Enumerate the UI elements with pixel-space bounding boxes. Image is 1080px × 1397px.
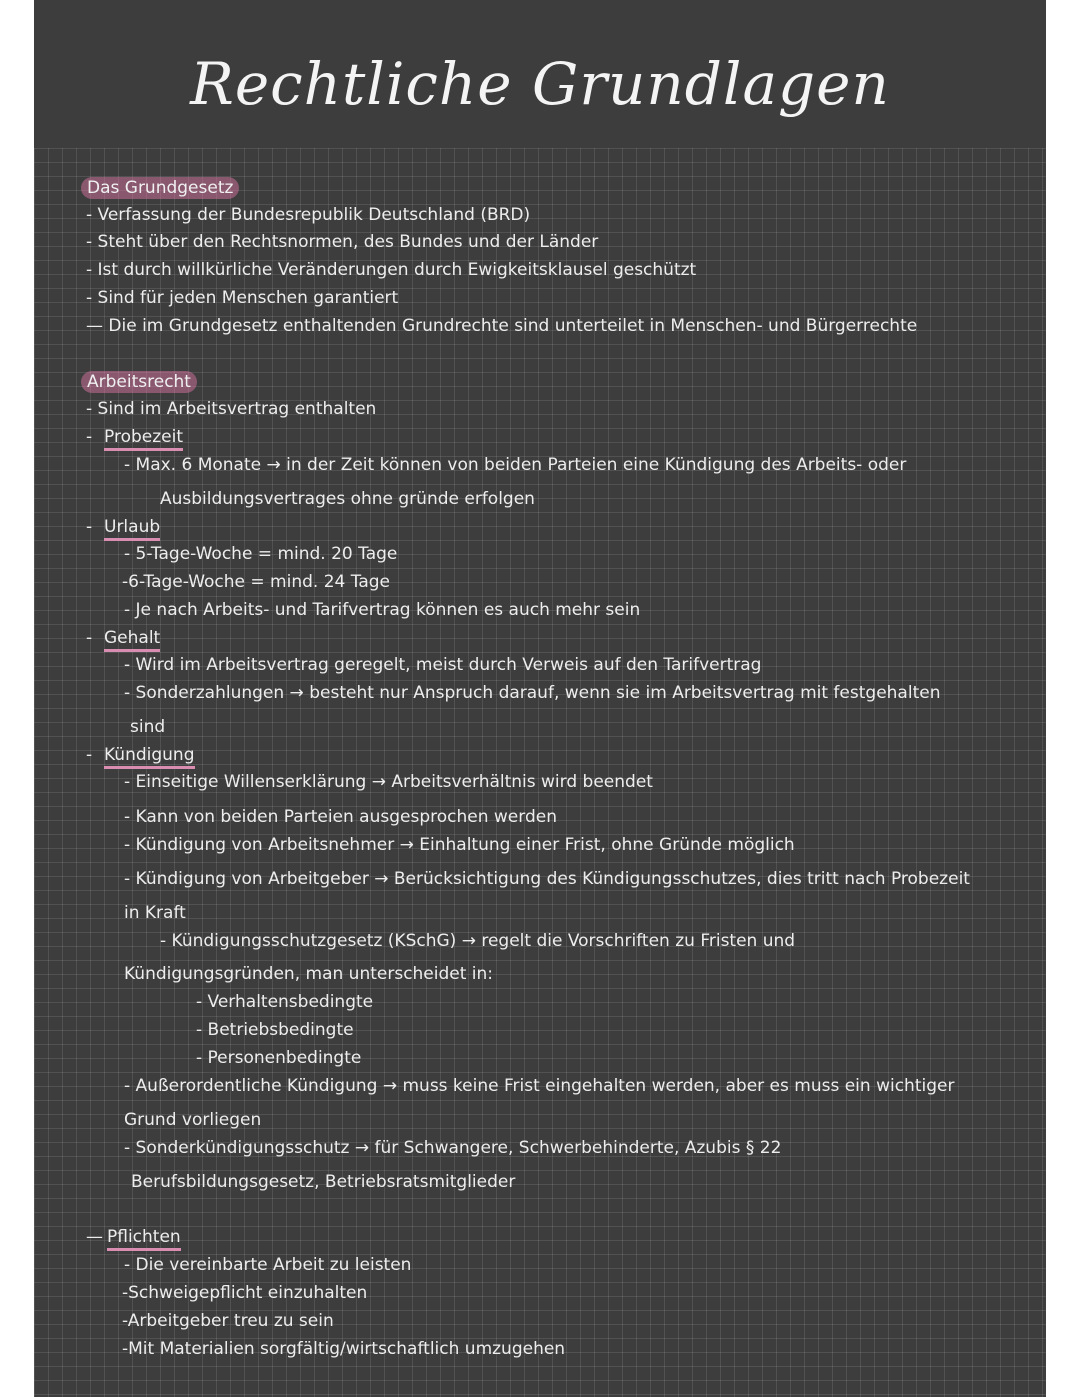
text-line: - Ist durch willkürliche Veränderungen durch Ewigkeitsklausel geschützt — [86, 260, 697, 280]
bullet-dash: - — [86, 427, 93, 447]
text-line: - Betriebsbedingte — [196, 1020, 354, 1040]
subheading-gehalt: Gehalt — [104, 628, 160, 652]
text-line: -Schweigepflicht einzuhalten — [122, 1283, 368, 1303]
text-line: Kündigungsgründen, man unterscheidet in: — [124, 964, 494, 984]
bullet-dash: - — [86, 745, 93, 765]
text-line: Ausbildungsvertrages ohne gründe erfolgen — [160, 489, 535, 509]
subheading-pflichten: Pflichten — [107, 1227, 181, 1251]
text-line: - Kündigung von Arbeitsnehmer → Einhaltung einer Frist, ohne Gründe möglich — [124, 835, 795, 855]
section-heading-arbeitsrecht: Arbeitsrecht — [81, 371, 197, 393]
text-line: - Verfassung der Bundesrepublik Deutschland (BRD) — [86, 205, 531, 225]
text-line: - Sonderzahlungen → besteht nur Anspruch darauf, wenn sie im Arbeitsvertrag mit festgehalten — [124, 683, 941, 703]
text-line: - Einseitige Willenserklärung → Arbeitsverhältnis wird beendet — [124, 772, 653, 792]
subheading-probezeit: Probezeit — [104, 427, 183, 451]
text-line: - 5-Tage-Woche = mind. 20 Tage — [124, 544, 398, 564]
notes-page — [34, 0, 1046, 1397]
text-line: — Die im Grundgesetz enthaltenden Grundrechte sind unterteilet in Menschen- und Bürgerrechte — [86, 316, 918, 336]
text-line: Berufsbildungsgesetz, Betriebsratsmitglieder — [131, 1172, 516, 1192]
text-line: - Max. 6 Monate → in der Zeit können von beiden Parteien eine Kündigung des Arbeits- oder — [124, 455, 907, 475]
page-title: Rechtliche Grundlagen — [190, 50, 890, 118]
text-line: in Kraft — [124, 903, 186, 923]
text-line: - Kann von beiden Parteien ausgesprochen werden — [124, 807, 557, 827]
text-line: Grund vorliegen — [124, 1110, 262, 1130]
text-line: - Sind für jeden Menschen garantiert — [86, 288, 399, 308]
text-line: - Verhaltensbedingte — [196, 992, 374, 1012]
text-line: - Kündigung von Arbeitgeber → Berücksichtigung des Kündigungsschutzes, dies tritt nach Probezeit — [124, 869, 970, 889]
text-line: - Die vereinbarte Arbeit zu leisten — [124, 1255, 412, 1275]
section-heading-grundgesetz: Das Grundgesetz — [81, 177, 239, 199]
bullet-dash: - — [86, 628, 93, 648]
subheading-kuendigung: Kündigung — [104, 745, 195, 769]
text-line: -Mit Materialien sorgfältig/wirtschaftlich umzugehen — [122, 1339, 566, 1359]
text-line: - Steht über den Rechtsnormen, des Bundes und der Länder — [86, 232, 599, 252]
subheading-urlaub: Urlaub — [104, 517, 160, 541]
text-line: - Sind im Arbeitsvertrag enthalten — [86, 399, 377, 419]
text-line: - Je nach Arbeits- und Tarifvertrag können es auch mehr sein — [124, 600, 641, 620]
text-line: - Wird im Arbeitsvertrag geregelt, meist durch Verweis auf den Tarifvertrag — [124, 655, 762, 675]
bullet-dash: - — [86, 517, 93, 537]
text-line: - Außerordentliche Kündigung → muss keine Frist eingehalten werden, aber es muss ein wichtiger — [124, 1076, 955, 1096]
text-line: -6-Tage-Woche = mind. 24 Tage — [122, 572, 390, 592]
bullet-dash: — — [86, 1227, 103, 1247]
text-line: - Kündigungsschutzgesetz (KSchG) → regelt die Vorschriften zu Fristen und — [160, 931, 796, 951]
title-band — [34, 0, 1046, 148]
text-line: sind — [130, 717, 166, 737]
text-line: - Sonderkündigungsschutz → für Schwangere, Schwerbehinderte, Azubis § 22 — [124, 1138, 782, 1158]
text-line: - Personenbedingte — [196, 1048, 362, 1068]
text-line: -Arbeitgeber treu zu sein — [122, 1311, 334, 1331]
